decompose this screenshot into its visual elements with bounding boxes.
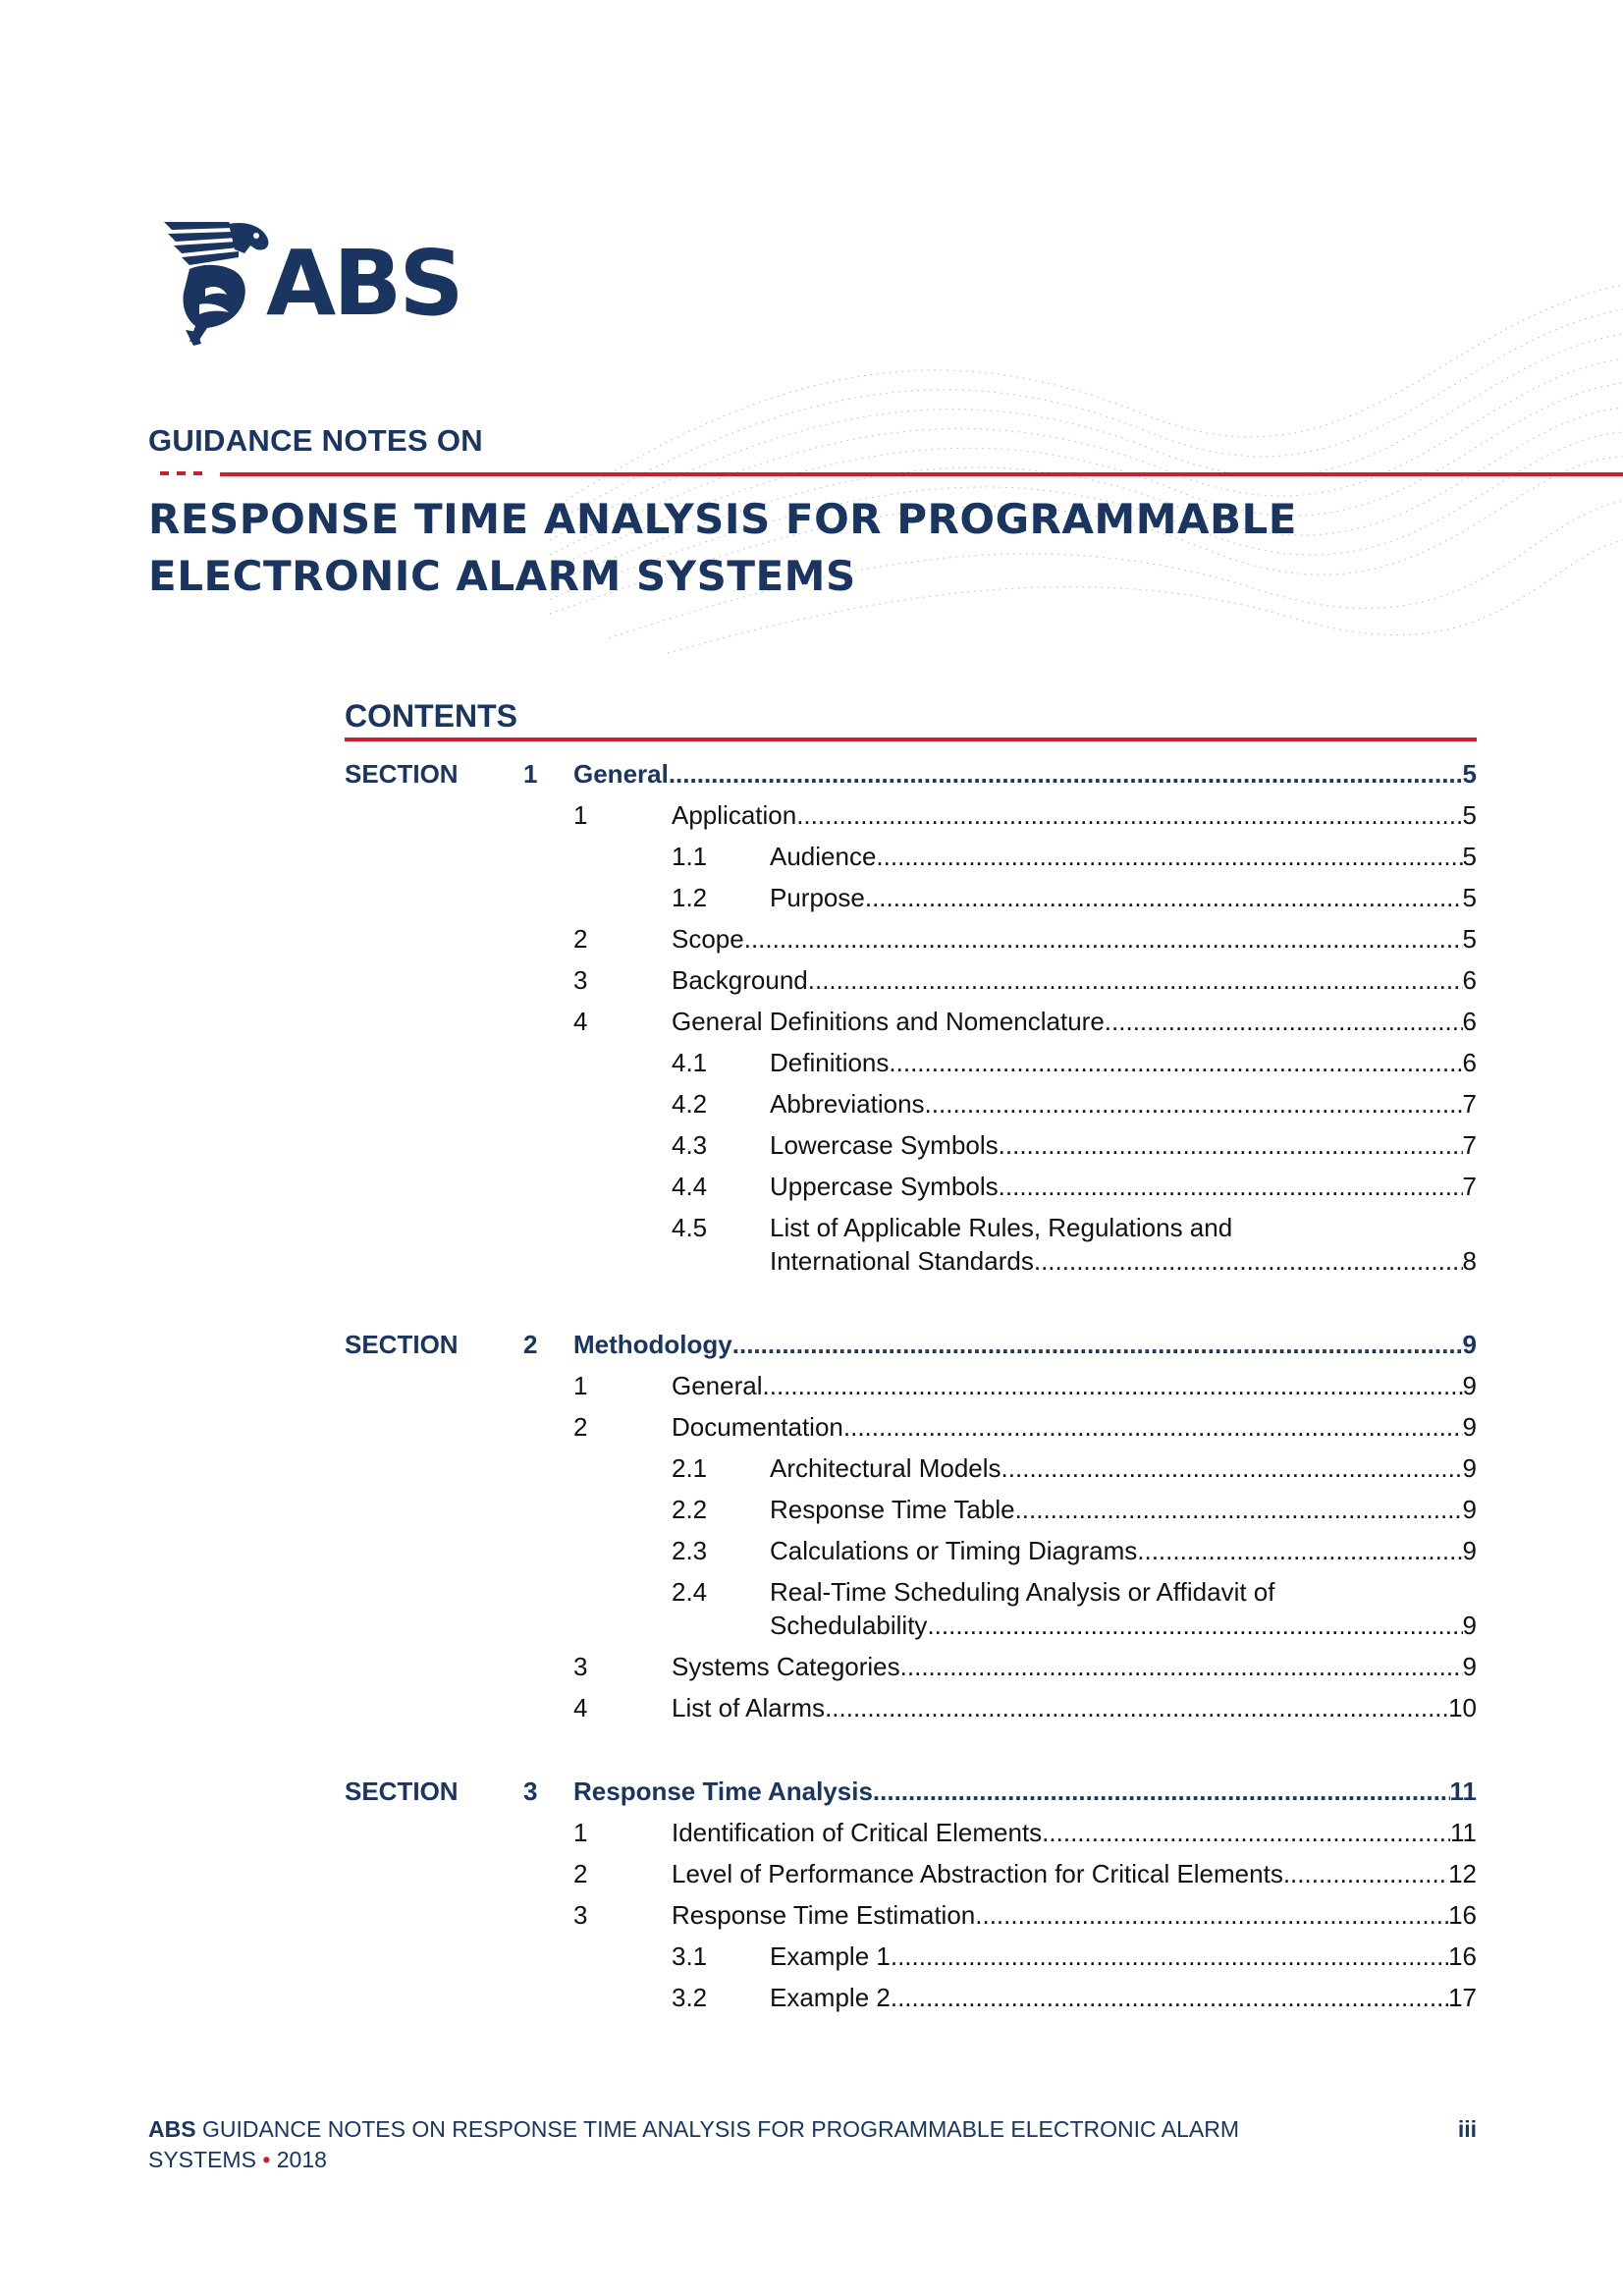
page-number: 5	[1462, 883, 1477, 912]
entry-title: Application	[672, 800, 797, 830]
section-label: SECTION	[345, 1330, 459, 1359]
toc-entry-row[interactable]	[0, 1983, 1623, 2012]
toc-entry-row-continuation[interactable]	[0, 1246, 1623, 1276]
page-footer	[148, 2114, 1425, 2175]
toc-entry-row[interactable]	[0, 1007, 1623, 1036]
entry-title: Lowercase Symbols	[770, 1130, 999, 1160]
entry-number: 3.2	[672, 1983, 708, 2012]
toc-entry	[770, 1246, 1477, 1276]
dot-leader	[732, 1330, 1463, 1359]
dot-leader	[999, 1172, 1463, 1201]
entry-number: 4.4	[672, 1172, 708, 1201]
eagle-icon	[160, 220, 278, 348]
entry-number: 3.1	[672, 1941, 708, 1971]
entry-number: 2.4	[672, 1577, 708, 1607]
toc-section-row[interactable]	[0, 1330, 1623, 1359]
dot-leader	[763, 1371, 1463, 1400]
toc-entry-row[interactable]	[0, 1453, 1623, 1483]
toc-entry-row[interactable]	[0, 1172, 1623, 1201]
toc-section-entry	[573, 1777, 1477, 1806]
dot-leader	[796, 800, 1462, 830]
entry-number: 2.3	[672, 1536, 708, 1565]
dot-leader	[1105, 1007, 1463, 1036]
entry-title: Documentation	[672, 1412, 843, 1442]
page-number: 5	[1462, 759, 1477, 789]
footer-page-number: iii	[1457, 2116, 1477, 2142]
entry-title: Schedulability	[770, 1611, 928, 1640]
dot-leader	[865, 883, 1463, 912]
page-number: 11	[1450, 1818, 1477, 1847]
page-number: 11	[1449, 1777, 1477, 1806]
toc-section-row[interactable]	[0, 759, 1623, 789]
entry-number: 4.2	[672, 1089, 708, 1119]
toc-entry	[770, 1611, 1477, 1640]
entry-number: 1	[573, 1818, 588, 1847]
toc-entry	[672, 800, 1477, 830]
entry-number: 1.1	[672, 842, 708, 871]
dot-leader	[1042, 1818, 1450, 1847]
dot-leader	[669, 759, 1463, 789]
entry-number: 1	[573, 800, 588, 830]
toc-entry	[672, 965, 1477, 995]
entry-number: 2	[573, 924, 588, 954]
toc-section-entry	[573, 1330, 1477, 1359]
toc-entry-row[interactable]	[0, 1941, 1623, 1971]
page-number: 6	[1462, 1007, 1477, 1036]
dot-leader	[1015, 1495, 1463, 1524]
toc-entry-row[interactable]	[0, 1089, 1623, 1119]
footer-year: 2018	[276, 2147, 327, 2172]
entry-number: 4	[573, 1007, 588, 1036]
entry-title: Response Time Table	[770, 1495, 1015, 1524]
toc-entry	[672, 1371, 1477, 1400]
entry-title: Uppercase Symbols	[770, 1172, 999, 1201]
page-number: 7	[1462, 1130, 1477, 1160]
entry-title: Architectural Models	[770, 1453, 1001, 1483]
toc-entry-row[interactable]	[0, 1213, 1623, 1242]
title-rule-dashes	[160, 471, 202, 475]
page-number: 5	[1462, 842, 1477, 871]
toc-entry-row[interactable]	[0, 800, 1623, 830]
section-title: Methodology	[573, 1330, 732, 1359]
toc-entry-row[interactable]	[0, 1048, 1623, 1077]
entry-title: International Standards	[770, 1246, 1034, 1276]
dot-leader	[891, 1983, 1448, 2012]
entry-number: 4	[573, 1693, 588, 1722]
contents-rule	[345, 738, 1477, 741]
toc-entry	[770, 1983, 1477, 2012]
toc-entry	[770, 1172, 1477, 1201]
abs-logo	[160, 220, 504, 348]
entry-title: Example 1	[770, 1941, 891, 1971]
toc-entry	[770, 1130, 1477, 1160]
page-number: 9	[1462, 1371, 1477, 1400]
entry-title: Level of Performance Abstraction for Critical Elements	[672, 1859, 1283, 1888]
section-number: 3	[523, 1777, 538, 1806]
entry-number: 3	[573, 965, 588, 995]
entry-number: 4.1	[672, 1048, 708, 1077]
entry-title: General	[672, 1371, 763, 1400]
entry-number: 1	[573, 1371, 588, 1400]
dot-leader	[900, 1652, 1463, 1681]
page-number: 6	[1462, 965, 1477, 995]
entry-number: 4.5	[672, 1213, 708, 1242]
toc-entry-row[interactable]	[0, 1577, 1623, 1607]
section-label: SECTION	[345, 1777, 459, 1806]
document-title-line-1: RESPONSE TIME ANALYSIS FOR PROGRAMMABLE	[148, 495, 1297, 543]
toc-entry	[672, 924, 1477, 954]
toc-entry-row[interactable]	[0, 1495, 1623, 1524]
page-number: 9	[1462, 1536, 1477, 1565]
toc-entry	[672, 1412, 1477, 1442]
page-number: 9	[1462, 1453, 1477, 1483]
contents-heading: CONTENTS	[345, 698, 517, 734]
toc-entry	[770, 1495, 1477, 1524]
toc-entry	[770, 1536, 1477, 1565]
dot-leader	[825, 1693, 1448, 1722]
toc-entry	[770, 883, 1477, 912]
dot-leader	[889, 1048, 1462, 1077]
entry-title: Systems Categories	[672, 1652, 900, 1681]
entry-title: Background	[672, 965, 808, 995]
entry-title: Abbreviations	[770, 1089, 925, 1119]
footer-title-line-2: SYSTEMS	[148, 2147, 256, 2172]
entry-number: 2	[573, 1412, 588, 1442]
abs-wordmark: ABS	[266, 231, 461, 336]
dot-leader	[1137, 1536, 1462, 1565]
entry-number: 4.3	[672, 1130, 708, 1160]
entry-title-line-1: List of Applicable Rules, Regulations and	[770, 1213, 1233, 1242]
page-number: 5	[1462, 924, 1477, 954]
entry-title: Audience	[770, 842, 877, 871]
toc-entry	[672, 1900, 1477, 1930]
toc-entry	[770, 1048, 1477, 1077]
entry-title: List of Alarms	[672, 1693, 826, 1722]
entry-title: Calculations or Timing Diagrams	[770, 1536, 1138, 1565]
dot-leader	[873, 1777, 1450, 1806]
page-number: 7	[1462, 1172, 1477, 1201]
toc-entry	[672, 1859, 1477, 1888]
dot-leader	[876, 842, 1462, 871]
series-label: GUIDANCE NOTES ON	[148, 423, 483, 458]
toc-entry-row[interactable]	[0, 1371, 1623, 1400]
section-title: General	[573, 759, 669, 789]
toc-entry	[770, 842, 1477, 871]
toc-entry-row[interactable]	[0, 1130, 1623, 1160]
page-number: 16	[1448, 1900, 1477, 1930]
page-number: 17	[1448, 1983, 1477, 2012]
page-number: 9	[1462, 1652, 1477, 1681]
dot-leader	[808, 965, 1463, 995]
dot-leader	[1034, 1246, 1463, 1276]
toc-entry-row[interactable]	[0, 1818, 1623, 1847]
dot-leader	[843, 1412, 1463, 1442]
entry-title: Response Time Estimation	[672, 1900, 976, 1930]
dot-leader	[744, 924, 1463, 954]
entry-title: Example 2	[770, 1983, 891, 2012]
footer-title-line-1: GUIDANCE NOTES ON RESPONSE TIME ANALYSIS FOR PROGRAMMABLE ELECTRONIC ALARM	[201, 2116, 1240, 2142]
page-number: 5	[1462, 800, 1477, 830]
toc-section-row[interactable]	[0, 1777, 1623, 1806]
document-title	[148, 491, 1297, 605]
toc-entry-row[interactable]	[0, 1859, 1623, 1888]
dot-leader	[999, 1130, 1463, 1160]
toc-entry-row[interactable]	[0, 1412, 1623, 1442]
entry-number: 2	[573, 1859, 588, 1888]
page-number: 9	[1462, 1330, 1477, 1359]
page-number: 9	[1462, 1412, 1477, 1442]
entry-number: 1.2	[672, 883, 708, 912]
page-number: 10	[1448, 1693, 1477, 1722]
section-number: 1	[523, 759, 538, 789]
page-number: 9	[1462, 1611, 1477, 1640]
entry-number: 2.1	[672, 1453, 708, 1483]
toc-entry-row[interactable]	[0, 1900, 1623, 1930]
toc-entry-row[interactable]	[0, 1652, 1623, 1681]
dot-leader	[1283, 1859, 1448, 1888]
page-number: 7	[1462, 1089, 1477, 1119]
toc-entry	[770, 1453, 1477, 1483]
page-number: 12	[1448, 1859, 1477, 1888]
toc-entry	[672, 1007, 1477, 1036]
dot-leader	[975, 1900, 1448, 1930]
entry-title-line-1: Real-Time Scheduling Analysis or Affidavit of	[770, 1577, 1275, 1607]
footer-separator: •	[262, 2147, 271, 2172]
toc-entry-row[interactable]	[0, 1536, 1623, 1565]
toc-entry-row[interactable]	[0, 1693, 1623, 1722]
toc-entry-row[interactable]	[0, 842, 1623, 871]
dot-leader	[925, 1089, 1463, 1119]
footer-brand: ABS	[148, 2116, 196, 2142]
toc-entry-row-continuation[interactable]	[0, 1611, 1623, 1640]
toc-entry-row[interactable]	[0, 924, 1623, 954]
toc-entry-row[interactable]	[0, 965, 1623, 995]
section-label: SECTION	[345, 759, 459, 789]
entry-title: Definitions	[770, 1048, 890, 1077]
entry-number: 2.2	[672, 1495, 708, 1524]
page-number: 6	[1462, 1048, 1477, 1077]
entry-title: Scope	[672, 924, 744, 954]
section-number: 2	[523, 1330, 538, 1359]
page-number: 16	[1448, 1941, 1477, 1971]
entry-title: Purpose	[770, 883, 865, 912]
page-number: 8	[1462, 1246, 1477, 1276]
toc-entry	[672, 1818, 1477, 1847]
page-number: 9	[1462, 1495, 1477, 1524]
entry-title: Identification of Critical Elements	[672, 1818, 1043, 1847]
entry-number: 3	[573, 1900, 588, 1930]
toc-entry	[770, 1941, 1477, 1971]
toc-entry	[672, 1693, 1477, 1722]
toc-section-entry	[573, 759, 1477, 789]
toc-entry	[770, 1089, 1477, 1119]
dot-leader	[891, 1941, 1448, 1971]
entry-number: 3	[573, 1652, 588, 1681]
dot-leader	[1001, 1453, 1463, 1483]
toc-entry-row[interactable]	[0, 883, 1623, 912]
document-title-line-2: ELECTRONIC ALARM SYSTEMS	[148, 552, 856, 600]
toc-entry	[672, 1652, 1477, 1681]
section-title: Response Time Analysis	[573, 1777, 873, 1806]
entry-title: General Definitions and Nomenclature	[672, 1007, 1105, 1036]
title-rule	[220, 472, 1623, 476]
dot-leader	[927, 1611, 1462, 1640]
